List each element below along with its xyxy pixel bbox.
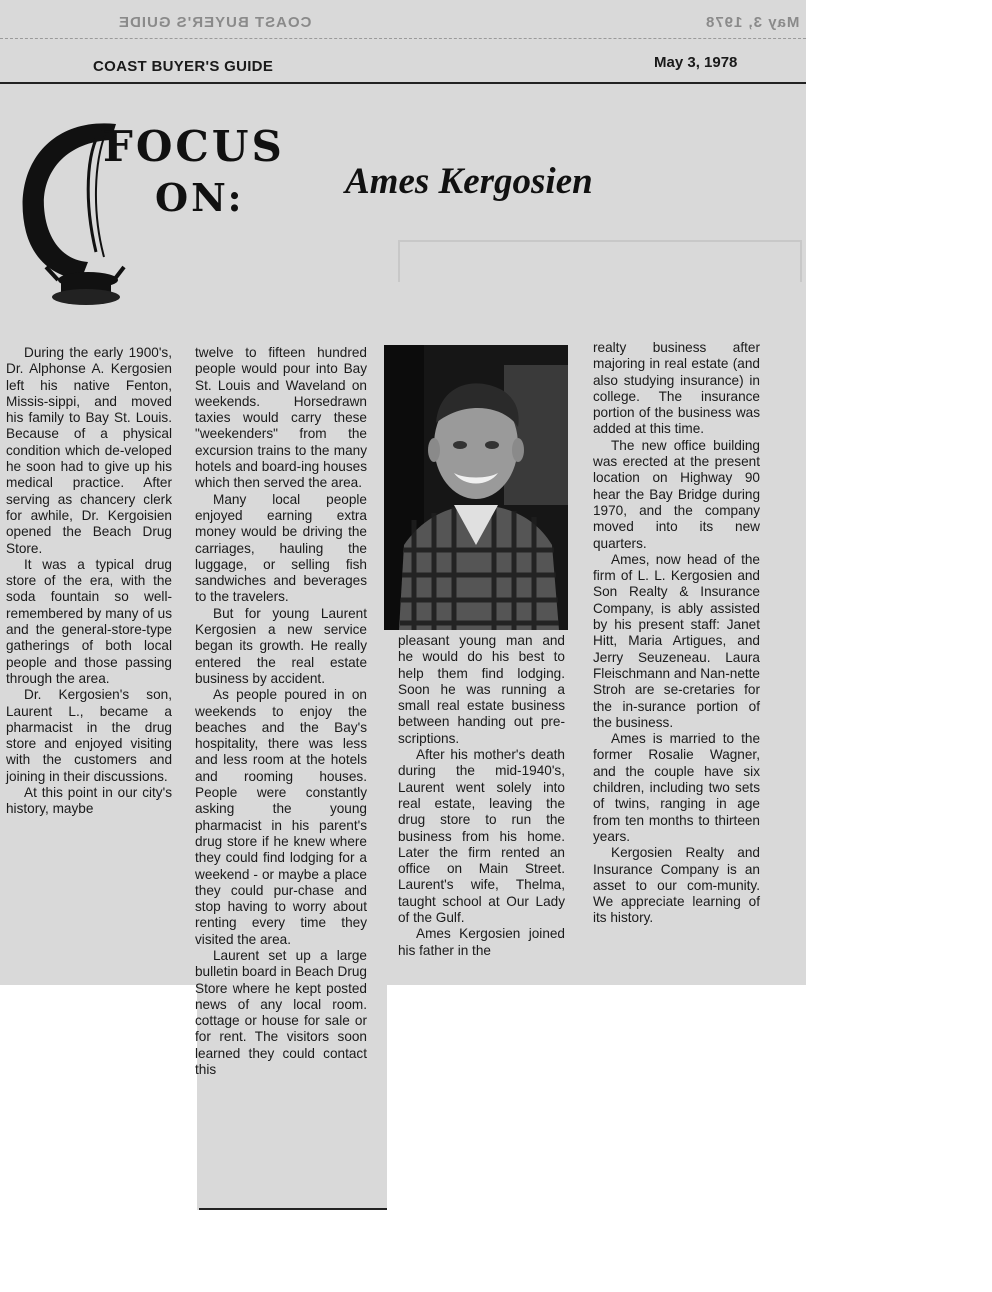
paragraph: After his mother's death during the mid-1940's, Laurent went solely into real estate, leaving the drug store to run the business from his home. Later the firm rented an office on Main Street. Laurent's wife, Thelma, taught school at Our Lady of the Gulf. bbox=[398, 747, 565, 926]
paragraph: Ames Kergosien joined his father in the bbox=[398, 926, 565, 958]
article-end-rule bbox=[199, 1208, 387, 1210]
paragraph: realty business after majoring in real estate (and also studying insurance) in college. The insurance portion of the business was added at this time. bbox=[593, 340, 760, 437]
paragraph: Kergosien Realty and Insurance Company is an asset to our com-munity. We appreciate learning of its history. bbox=[593, 845, 760, 926]
article-column-4 bbox=[593, 340, 760, 927]
paragraph: pleasant young man and he would do his best to help them find lodging. Soon he was running a small real estate business between handing out pre-scriptions. bbox=[398, 633, 565, 746]
paragraph: twelve to fifteen hundred people would pour into Bay St. Louis and Waveland on weekends. Horsedrawn taxies would carry these "weekenders" from the excursion trains to the many hotels and board-ing houses which then served the area. bbox=[195, 345, 367, 491]
portrait-photo bbox=[384, 345, 568, 630]
article-column-2 bbox=[195, 345, 367, 1078]
paragraph: Ames is married to the former Rosalie Wagner, and the couple have six children, including two sets of twins, ranging in age from ten months to thirteen years. bbox=[593, 731, 760, 844]
paragraph: At this point in our city's history, maybe bbox=[6, 785, 172, 817]
bleed-through-date: May 3, 1978 bbox=[705, 14, 800, 31]
paragraph: As people poured in on weekends to enjoy the beaches and the Bay's hospitality, there was less and less room at the hotels and rooming houses. People were constantly asking the young pharmacist in his parent's drug store if he knew where they could find lodging for a weekend - or maybe a place they could pur-chase and stop having to worry about renting every time they visited the area. bbox=[195, 687, 367, 947]
upper-dashed-rule bbox=[0, 38, 806, 40]
paragraph: Many local people enjoyed earning extra money would be driving the carriages, hauling the luggage, or selling fish sandwiches and beverages to the travelers. bbox=[195, 491, 367, 605]
focus-heading: FOCUS bbox=[103, 122, 285, 171]
article-column-3 bbox=[398, 633, 565, 959]
paragraph: The new office building was erected at the present location on Highway 90 hear the Bay Bridge during 1970, and the company moved into its new quarters. bbox=[593, 437, 760, 551]
paragraph: Dr. Kergosien's son, Laurent L., became a pharmacist in the drug store and enjoyed visiting with the customers and joining in their discussions. bbox=[6, 687, 172, 784]
article-headline: Ames Kergosien bbox=[345, 161, 593, 202]
bleed-through-publication: COAST BUYER'S GUIDE bbox=[118, 14, 312, 31]
masthead-rule bbox=[0, 82, 806, 84]
on-heading: ON: bbox=[155, 175, 245, 220]
bleed-through-ad-box bbox=[398, 240, 802, 282]
paragraph: Laurent set up a large bulletin board in Beach Drug Store where he kept posted news of any local room. cottage or house for sale or for rent. The visitors soon learned they could contact this bbox=[195, 947, 367, 1078]
paragraph: During the early 1900's, Dr. Alphonse A. Kergosien left his native Fenton, Missis-sippi, and moved his family to Bay St. Louis. Because of a physical condition which de-veloped he soon had to give up his medical practice. After serving as chancery clerk for awhile, Dr. Kergoisien opened the Beach Drug Store. bbox=[6, 345, 172, 556]
publication-date: May 3, 1978 bbox=[654, 54, 738, 71]
publication-name: COAST BUYER'S GUIDE bbox=[93, 58, 274, 75]
article-column-1 bbox=[6, 345, 172, 818]
paragraph: It was a typical drug store of the era, with the soda fountain so well-remembered by many of us and the general-store-type gatherings of both local people and those passing through the area. bbox=[6, 556, 172, 686]
paragraph: Ames, now head of the firm of L. L. Kergosien and Son Realty & Insurance Company, is ably assisted by his present staff: Janet Hitt, Maria Artigues, and Jerry Seuzeneau. Laura Fleischmann and Nan-nette Stroh are se-cretaries for the in-surance portion of the business. bbox=[593, 551, 760, 730]
paragraph: But for young Laurent Kergosien a new service began its growth. He really entered the real estate business by accident. bbox=[195, 605, 367, 686]
